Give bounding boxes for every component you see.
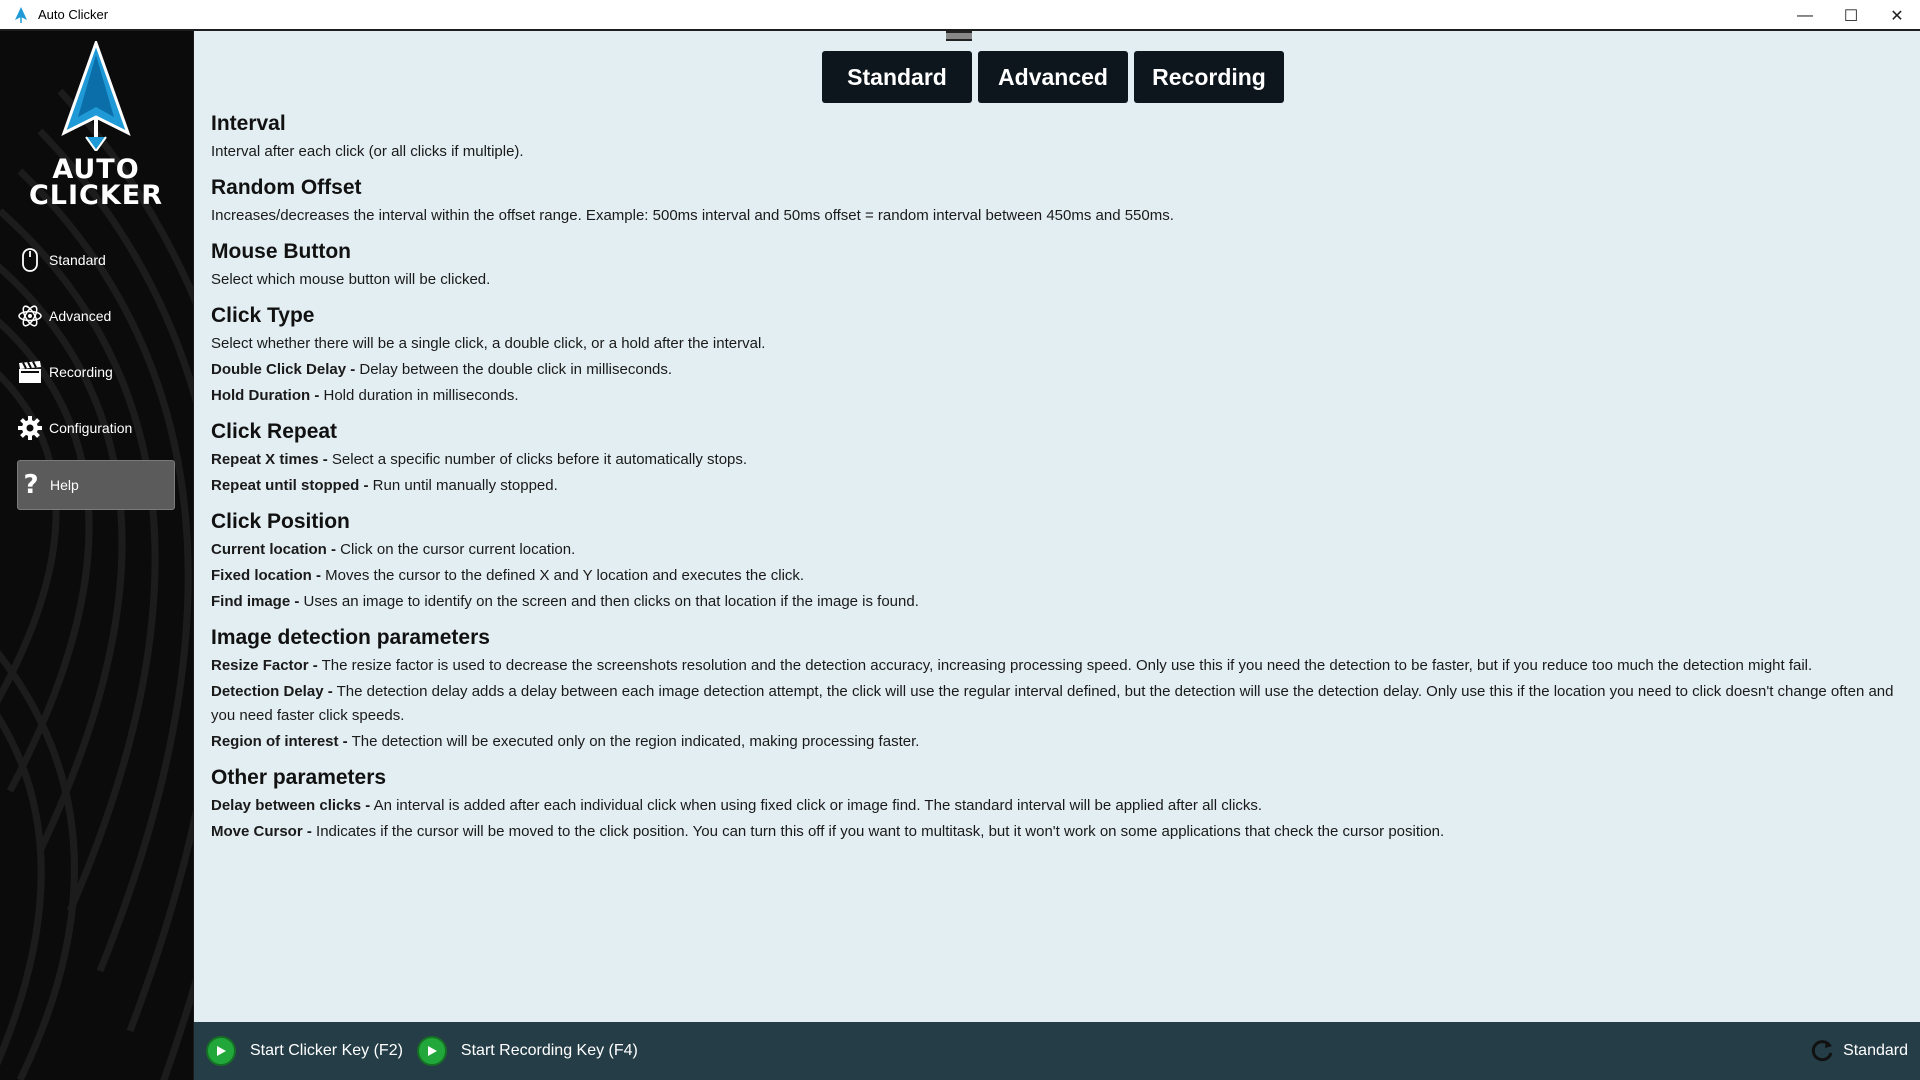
- line-text: Click on the cursor current location.: [336, 541, 576, 558]
- mode-label: Standard: [1843, 1042, 1908, 1059]
- section-line: [211, 820, 1911, 844]
- help-section: [211, 420, 1911, 498]
- section-line: [211, 730, 1911, 754]
- line-term: Repeat X times -: [211, 451, 328, 468]
- tab-recording[interactable]: Recording: [1134, 51, 1284, 103]
- section-line: [211, 204, 1911, 228]
- start-recording-label: Start Recording Key (F4): [460, 1042, 638, 1059]
- sidebar-item-advanced[interactable]: [17, 292, 175, 340]
- line-text: Hold duration in milliseconds.: [319, 387, 519, 404]
- help-section: [211, 766, 1911, 844]
- logo-word-auto: AUTO: [52, 154, 140, 185]
- help-content: [211, 112, 1911, 856]
- auto-clicker-logo: [16, 41, 176, 211]
- sidebar-item-standard[interactable]: [17, 236, 175, 284]
- logo-word-clicker: CLICKER: [28, 180, 164, 211]
- help-section: [211, 510, 1911, 614]
- start-clicker-button[interactable]: [206, 1036, 403, 1066]
- status-bar: [194, 1022, 1920, 1080]
- sidebar-item-label: Configuration: [49, 420, 133, 436]
- sidebar-nav: [17, 236, 175, 518]
- section-line: [211, 332, 1911, 356]
- sidebar-item-help[interactable]: [17, 460, 175, 510]
- start-recording-button[interactable]: [417, 1036, 638, 1066]
- title-bar: [0, 0, 1920, 31]
- line-term: Resize Factor -: [211, 657, 318, 674]
- section-line: [211, 268, 1911, 292]
- minimize-button[interactable]: —: [1797, 6, 1813, 24]
- close-button[interactable]: ✕: [1890, 7, 1904, 25]
- line-text: An interval is added after each individual click when using fixed click or image find. The standard interval will be applied after all clicks.: [370, 797, 1263, 814]
- line-text: Select which mouse button will be clicked.: [211, 271, 491, 288]
- section-title: Click Repeat: [211, 420, 338, 443]
- drag-handle[interactable]: [946, 31, 972, 41]
- section-line: [211, 680, 1911, 728]
- section-line: [211, 474, 1911, 498]
- sidebar-item-configuration[interactable]: [17, 404, 175, 452]
- tab-advanced[interactable]: Advanced: [978, 51, 1128, 103]
- section-line: [211, 384, 1911, 408]
- section-title: Other parameters: [211, 766, 387, 789]
- atom-icon: [17, 303, 43, 329]
- mode-indicator[interactable]: [1809, 1022, 1908, 1080]
- section-line: [211, 448, 1911, 472]
- gear-icon: [17, 415, 43, 441]
- help-section: [211, 176, 1911, 228]
- sidebar: [0, 31, 194, 1080]
- line-term: Current location -: [211, 541, 337, 558]
- line-text: Moves the cursor to the defined X and Y location and executes the click.: [321, 567, 805, 584]
- help-section: [211, 626, 1911, 754]
- play-icon: [417, 1036, 447, 1066]
- start-clicker-label: Start Clicker Key (F2): [250, 1042, 403, 1059]
- window-title: Auto Clicker: [38, 7, 109, 22]
- section-line: [211, 140, 1911, 164]
- question-icon: ?: [23, 470, 39, 500]
- section-title: Click Position: [211, 510, 350, 533]
- sidebar-item-label: Standard: [49, 252, 106, 268]
- arrow-logo-icon: [16, 41, 176, 151]
- maximize-button[interactable]: ☐: [1843, 7, 1859, 25]
- line-text: The resize factor is used to decrease the screenshots resolution and the detection accuracy, increasing processing speed. Only use this if you need the detection to be faster, but if you reduce too much the detection might fail.: [317, 657, 1813, 674]
- line-text: Select a specific number of clicks before it automatically stops.: [327, 451, 748, 468]
- tab-bar: [822, 51, 1284, 103]
- line-text: Uses an image to identify on the screen and then clicks on that location if the image is found.: [299, 593, 919, 610]
- section-line: [211, 654, 1911, 678]
- section-line: [211, 358, 1911, 382]
- section-title: Interval: [211, 112, 286, 135]
- line-text: Indicates if the cursor will be moved to the click position. You can turn this off if you want to multitask, but it won't work on some applications that check the cursor position.: [311, 823, 1445, 840]
- section-title: Image detection parameters: [211, 626, 490, 649]
- section-line: [211, 590, 1911, 614]
- line-term: Fixed location -: [211, 567, 322, 584]
- section-line: [211, 564, 1911, 588]
- line-term: Repeat until stopped -: [211, 477, 369, 494]
- sidebar-item-label: Help: [50, 477, 79, 493]
- section-title: Click Type: [211, 304, 315, 327]
- tab-standard[interactable]: Standard: [822, 51, 972, 103]
- sidebar-item-label: Advanced: [49, 308, 112, 324]
- section-title: Random Offset: [211, 176, 362, 199]
- help-section: [211, 240, 1911, 292]
- line-term: Double Click Delay -: [211, 361, 356, 378]
- line-text: Increases/decreases the interval within the offset range. Example: 500ms interval and 50ms offset = random interval between 450ms and 550ms.: [211, 207, 1174, 224]
- refresh-icon: [1809, 1038, 1835, 1064]
- section-line: [211, 794, 1911, 818]
- app-logo-icon: [14, 7, 28, 23]
- line-term: Move Cursor -: [211, 823, 312, 840]
- line-term: Detection Delay -: [211, 683, 333, 700]
- sidebar-item-recording[interactable]: [17, 348, 175, 396]
- line-text: Delay between the double click in milliseconds.: [355, 361, 673, 378]
- line-term: Region of interest -: [211, 733, 348, 750]
- sidebar-item-label: Recording: [49, 364, 113, 380]
- line-text: The detection will be executed only on the region indicated, making processing faster.: [347, 733, 920, 750]
- line-term: Hold Duration -: [211, 387, 320, 404]
- line-term: Delay between clicks -: [211, 797, 371, 814]
- line-text: Select whether there will be a single click, a double click, or a hold after the interval.: [211, 335, 766, 352]
- line-text: Interval after each click (or all clicks if multiple).: [211, 143, 524, 160]
- play-icon: [206, 1036, 236, 1066]
- line-text: The detection delay adds a delay between each image detection attempt, the click will use the regular interval defined, but the detection will use the detection delay. Only use this if the location you need to click doesn't change often and you need faster click speeds.: [211, 683, 1894, 724]
- line-term: Find image -: [211, 593, 300, 610]
- section-line: [211, 538, 1911, 562]
- mouse-icon: [17, 247, 43, 273]
- help-section: [211, 304, 1911, 408]
- main-content: [194, 31, 1920, 1022]
- line-text: Run until manually stopped.: [368, 477, 558, 494]
- help-section: [211, 112, 1911, 164]
- section-title: Mouse Button: [211, 240, 351, 263]
- clapperboard-icon: [17, 359, 43, 385]
